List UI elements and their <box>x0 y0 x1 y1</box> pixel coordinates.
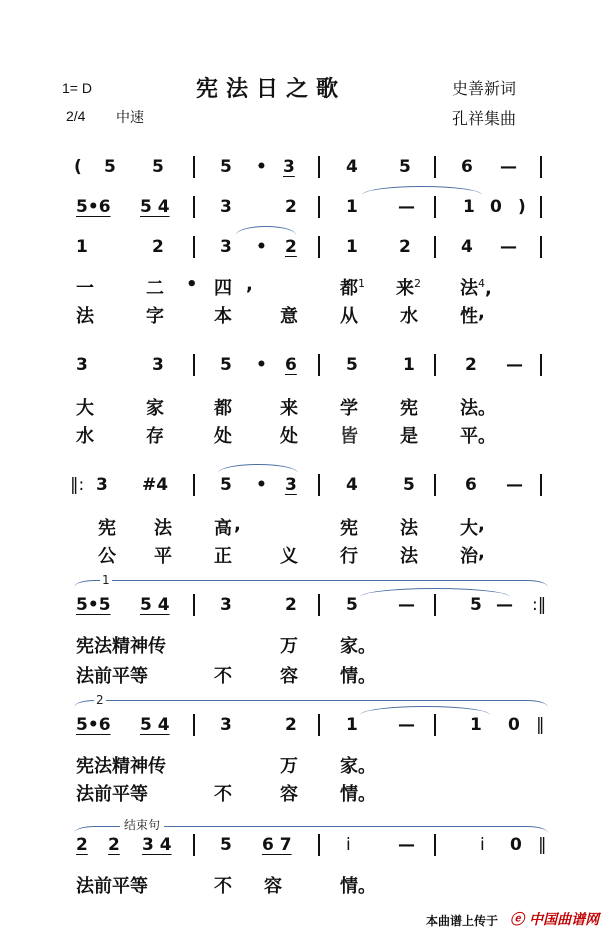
rest: 0 <box>490 197 502 217</box>
note: 3 <box>220 715 232 735</box>
dash: — <box>398 595 415 615</box>
barline <box>318 156 320 178</box>
lyric-char: 宪 <box>98 518 116 539</box>
lyric-line <box>0 752 616 776</box>
barline <box>540 354 542 376</box>
note: 5 <box>403 475 415 495</box>
note: 2 <box>76 835 88 855</box>
note: 4 <box>346 157 358 177</box>
repeat-end: :‖ <box>532 595 547 615</box>
lyric-char: 家 <box>146 398 164 419</box>
lyric-char: 是 <box>400 426 418 447</box>
lyric-char: , <box>234 514 241 535</box>
lyric-char: , <box>478 542 485 563</box>
note: 2 <box>285 595 297 615</box>
composer-credit: 孔祥集曲 <box>452 109 517 128</box>
lyric-chars: 宪法精神传 <box>76 636 166 657</box>
note: 2 <box>399 237 411 257</box>
note: 2 <box>285 715 297 735</box>
lyric-char: 大 <box>76 398 94 419</box>
note: 1 <box>346 197 358 217</box>
lyric-char: 来$^2$ <box>396 277 421 299</box>
barline <box>434 236 436 258</box>
lyric-char: 都 <box>214 398 232 419</box>
note: 1 <box>470 715 482 735</box>
lyric-char: 不 <box>214 876 232 897</box>
note: 5 <box>346 355 358 375</box>
note: 5 <box>470 595 482 615</box>
score-row-6 <box>0 594 616 628</box>
lyric-char: 家。 <box>340 756 376 777</box>
lyric-chars: 法前平等 <box>76 876 148 897</box>
lyric-line <box>0 780 616 804</box>
barline <box>434 354 436 376</box>
barline <box>193 156 195 178</box>
note: 5 <box>220 157 232 177</box>
dash: — <box>500 237 517 257</box>
dash: — <box>500 157 517 177</box>
note-sharp: #4 <box>142 475 169 495</box>
note-group: 3 4 <box>142 835 172 855</box>
note: 4 <box>461 237 473 257</box>
lyric-char: 万 <box>280 636 298 657</box>
volta-bracket-2 <box>74 700 548 707</box>
barline <box>318 474 320 496</box>
lyric-line <box>0 514 616 538</box>
lyric-char: 存 <box>146 426 164 447</box>
lyric-chars: 法前平等 <box>76 666 148 687</box>
barline <box>434 156 436 178</box>
barline <box>193 196 195 218</box>
note-group: 5 4 <box>140 197 170 217</box>
lyric-chars: 宪法精神传 <box>76 756 166 777</box>
lyric-char: 水 <box>76 426 94 447</box>
barline <box>434 834 436 856</box>
score-row-5 <box>0 474 616 508</box>
note: 6 <box>461 157 473 177</box>
dash: — <box>506 475 523 495</box>
note-group: 5•5 <box>76 595 111 615</box>
lyric-char: 从 <box>340 306 358 327</box>
dash: — <box>398 197 415 217</box>
lyric-line <box>0 542 616 566</box>
lyric-char: 法。 <box>460 398 496 419</box>
lyric-char: 二 <box>146 278 164 299</box>
dash: — <box>398 835 415 855</box>
lyric-char: 法 <box>154 518 172 539</box>
lyric-char: • <box>186 274 198 295</box>
note-high: i <box>346 835 351 855</box>
rest: 0 <box>510 835 522 855</box>
lyric-char: 宪 <box>400 398 418 419</box>
note-group: 5 4 <box>140 595 170 615</box>
note: 1 <box>403 355 415 375</box>
note-group: 5•6 <box>76 715 111 735</box>
barline <box>193 834 195 856</box>
lyric-line <box>0 872 616 896</box>
volta-bracket-1 <box>74 580 548 587</box>
lyric-char: 性 <box>460 306 478 327</box>
volta-label-2: 2 <box>96 693 104 707</box>
note-high: i <box>480 835 485 855</box>
lyric-char: 高 <box>214 518 232 539</box>
final-barline: ‖ <box>538 835 547 855</box>
lyric-char: 义 <box>280 546 298 567</box>
lyric-char: 水 <box>400 306 418 327</box>
score-row-1 <box>0 156 616 190</box>
barline <box>193 354 195 376</box>
lyric-char: 不 <box>214 784 232 805</box>
lyric-line <box>0 422 616 446</box>
site-name: 中国曲谱网 <box>529 912 600 928</box>
lyric-char: 家。 <box>340 636 376 657</box>
slur-arc <box>218 464 298 473</box>
lyric-char: 情。 <box>340 784 376 805</box>
dot: • <box>256 157 267 177</box>
barline <box>434 474 436 496</box>
lyric-char: 容 <box>280 666 298 687</box>
lyric-char: 容 <box>264 876 282 897</box>
note: 2 <box>285 237 297 257</box>
score-row-4 <box>0 354 616 388</box>
lyric-char: , <box>478 302 485 323</box>
barline <box>318 594 320 616</box>
note: 5 <box>346 595 358 615</box>
final-barline: ‖ <box>536 715 545 735</box>
key-signature: 1= D <box>62 80 92 96</box>
note: 3 <box>283 157 295 177</box>
lyric-char: , <box>246 274 253 295</box>
note: 3 <box>220 595 232 615</box>
barline <box>318 236 320 258</box>
score-row-2 <box>0 196 616 230</box>
lyric-char: 法$^4$, <box>460 277 492 299</box>
lyric-char: 平。 <box>460 426 496 447</box>
dot: • <box>256 237 267 257</box>
score-row-7 <box>0 714 616 748</box>
lyric-char: 平 <box>154 546 172 567</box>
note: 2 <box>285 197 297 217</box>
note: 5 <box>152 157 164 177</box>
note-group: 6 7 <box>262 835 292 855</box>
lyric-char: 正 <box>214 546 232 567</box>
lyric-char: 一 <box>76 278 94 299</box>
note: 2 <box>465 355 477 375</box>
lyric-line <box>0 632 616 656</box>
note: 6 <box>285 355 297 375</box>
open-paren: ( <box>74 157 82 177</box>
lyric-line <box>0 662 616 686</box>
note: 3 <box>96 475 108 495</box>
note: 6 <box>465 475 477 495</box>
barline <box>318 354 320 376</box>
note: 5 <box>220 475 232 495</box>
score-row-8 <box>0 834 616 868</box>
barline <box>193 236 195 258</box>
barline <box>434 196 436 218</box>
note: 5 <box>399 157 411 177</box>
note: 1 <box>76 237 88 257</box>
lyric-char: 本 <box>214 306 232 327</box>
site-logo[interactable] <box>510 909 599 929</box>
volta-label-1: 1 <box>102 573 110 587</box>
barline <box>318 834 320 856</box>
note: 1 <box>463 197 475 217</box>
note: 3 <box>76 355 88 375</box>
note: 2 <box>108 835 120 855</box>
dash: — <box>496 595 513 615</box>
note-group: 5•6 <box>76 197 111 217</box>
note: 5 <box>104 157 116 177</box>
lyric-char: , <box>478 514 485 535</box>
lyric-char: 万 <box>280 756 298 777</box>
barline <box>318 196 320 218</box>
barline <box>540 196 542 218</box>
lyric-char: 意 <box>280 306 298 327</box>
ending-label: 结束句 <box>120 816 164 833</box>
lyric-line <box>0 274 616 298</box>
note: 3 <box>220 197 232 217</box>
lyric-char: 情。 <box>340 876 376 897</box>
lyric-char: 法 <box>76 306 94 327</box>
footer-text: 本曲谱上传于 <box>426 914 499 928</box>
lyric-char: 学 <box>340 398 358 419</box>
note: 3 <box>152 355 164 375</box>
note: 1 <box>346 715 358 735</box>
logo-icon: ⓔ <box>510 912 524 928</box>
lyric-char: 宪 <box>340 518 358 539</box>
repeat-start: ‖: <box>70 475 85 495</box>
lyric-char: 法 <box>400 518 418 539</box>
lyric-char: 字 <box>146 306 164 327</box>
note: 3 <box>285 475 297 495</box>
lyric-char: 都$^1$ <box>340 277 365 299</box>
lyric-char: 来 <box>280 398 298 419</box>
lyric-char: 四 <box>214 278 232 299</box>
lyric-char: 处 <box>214 426 232 447</box>
song-title: 宪法日之歌 <box>196 77 347 102</box>
lyric-char: 行 <box>340 546 358 567</box>
dot: • <box>256 355 267 375</box>
lyric-char: 处 <box>280 426 298 447</box>
lyric-char: 容 <box>280 784 298 805</box>
lyricist-credit: 史善新词 <box>452 79 517 98</box>
note: 2 <box>152 237 164 257</box>
lyric-char: 大 <box>460 518 478 539</box>
dash: — <box>506 355 523 375</box>
barline <box>434 714 436 736</box>
tempo-marking: 中速 <box>116 109 144 125</box>
lyric-char: 公 <box>98 546 116 567</box>
note: 3 <box>220 237 232 257</box>
rest: 0 <box>508 715 520 735</box>
dash: — <box>398 715 415 735</box>
barline <box>193 594 195 616</box>
lyric-chars: 法前平等 <box>76 784 148 805</box>
barline <box>540 236 542 258</box>
barline <box>434 594 436 616</box>
lyric-char: 皆 <box>340 426 358 447</box>
lyric-char: 法 <box>400 546 418 567</box>
barline <box>540 474 542 496</box>
lyric-line <box>0 394 616 418</box>
dot: • <box>256 475 267 495</box>
note: 4 <box>346 475 358 495</box>
note: 5 <box>220 355 232 375</box>
barline <box>193 714 195 736</box>
note-group: 5 4 <box>140 715 170 735</box>
note: 5 <box>220 835 232 855</box>
barline <box>318 714 320 736</box>
note: 1 <box>346 237 358 257</box>
barline <box>193 474 195 496</box>
lyric-line <box>0 302 616 326</box>
lyric-char: 不 <box>214 666 232 687</box>
time-signature: 2/4 <box>66 108 86 124</box>
lyric-char: 情。 <box>340 666 376 687</box>
barline <box>540 156 542 178</box>
close-paren: ) <box>518 197 526 217</box>
score-row-3 <box>0 236 616 270</box>
lyric-char: 治 <box>460 546 478 567</box>
